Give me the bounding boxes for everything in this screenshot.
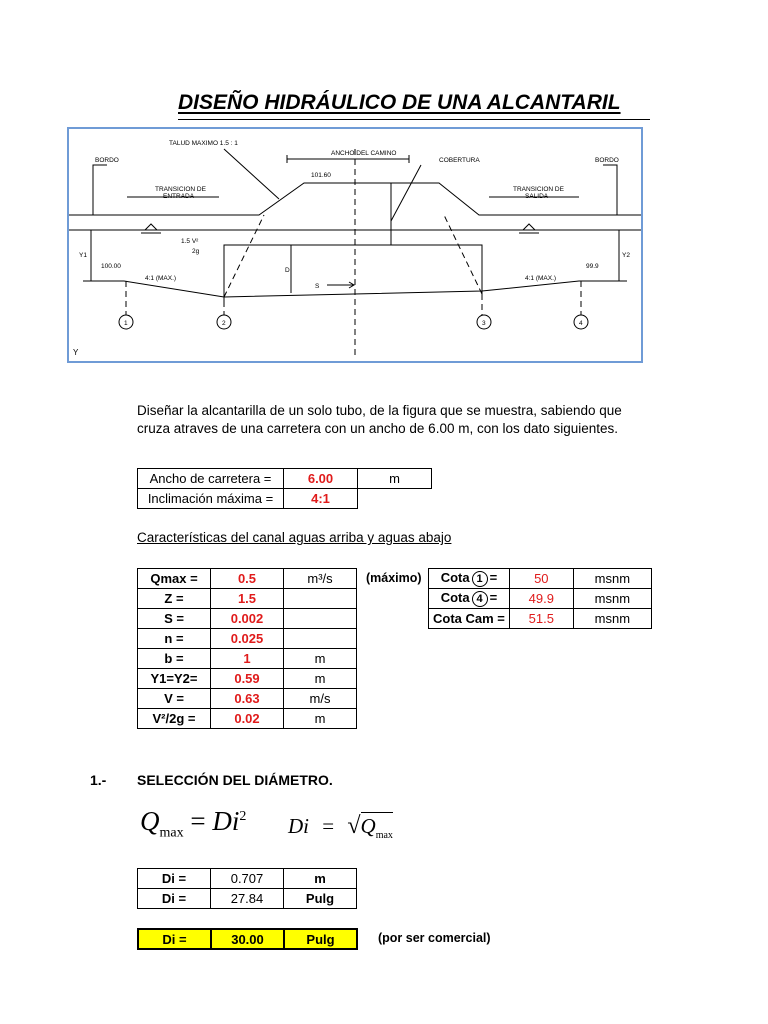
channel-label: n = (138, 629, 211, 649)
point-3-label: 3 (482, 320, 486, 327)
section-number: 1.- (90, 772, 107, 788)
channel-unit (284, 609, 357, 629)
bordo-left-label: BORDO (95, 157, 119, 164)
page-title: DISEÑO HIDRÁULICO DE UNA ALCANTARIL (178, 91, 621, 114)
road-value: 4:1 (284, 489, 358, 509)
cota-value: 49.9 (509, 589, 573, 609)
cota-label-text: Cota Cam = (433, 611, 505, 626)
y2-label: Y2 (622, 252, 630, 259)
cota-label-eq: = (489, 590, 498, 606)
slope-right-label: 4:1 (MAX.) (525, 275, 557, 282)
channel-unit (284, 589, 357, 609)
point-1-label: 1 (124, 320, 128, 327)
formula2-q: Q (360, 814, 376, 838)
channel-value: 1.5 (211, 589, 284, 609)
road-value: 6.00 (284, 469, 358, 489)
bordo-right-leader (603, 165, 617, 215)
road-table (137, 468, 432, 509)
formula2-di: Di (288, 814, 309, 838)
channel-value: 1 (211, 649, 284, 669)
culvert-barrel (224, 245, 482, 301)
table-row (429, 569, 652, 589)
bordo-left-leader (93, 165, 107, 215)
point-4-label: 4 (579, 320, 583, 327)
channel-unit: m/s (284, 689, 357, 709)
cota-table (428, 568, 652, 629)
road-label: Inclimación máxima = (138, 489, 284, 509)
di-value: 27.84 (211, 889, 284, 909)
channel-label: Z = (138, 589, 211, 609)
point-4-circle: 4 (472, 591, 488, 607)
cota-unit: msnm (573, 589, 651, 609)
table-row (138, 489, 432, 509)
trans-entrada-label-2: ENTRADA (163, 193, 195, 200)
table-row (138, 929, 357, 949)
point-2-label: 2 (222, 320, 226, 327)
channel-value: 0.002 (211, 609, 284, 629)
table-row (138, 689, 357, 709)
s-label: S (315, 283, 320, 290)
sqrt-radicand (361, 812, 393, 841)
trans-salida-label-2: SALIDA (525, 193, 549, 200)
cota-value: 51.5 (509, 609, 573, 629)
culvert-drawing (69, 129, 641, 361)
problem-statement (137, 402, 657, 438)
channel-value: 0.59 (211, 669, 284, 689)
table-row (138, 569, 357, 589)
slope-dashed-left (224, 215, 264, 297)
channel-value: 0.5 (211, 569, 284, 589)
channel-unit: m³/s (284, 569, 357, 589)
cota-label (429, 569, 510, 589)
title-rule (178, 119, 650, 120)
table-row (138, 669, 357, 689)
formula2-q-sub: max (375, 830, 393, 842)
formula-q-sub: max (159, 825, 184, 841)
channel-label: V²/2g = (138, 709, 211, 729)
table-row (429, 609, 652, 629)
table-row (429, 589, 652, 609)
bordo-right-label: BORDO (595, 157, 619, 164)
table-row (138, 649, 357, 669)
table-row (138, 629, 357, 649)
point-1-circle: 1 (472, 571, 488, 587)
formula-di-sup: 2 (239, 809, 247, 824)
channel-table (137, 568, 357, 729)
cota-table-clip (428, 568, 652, 632)
table-row (138, 889, 357, 909)
channel-label: Qmax = (138, 569, 211, 589)
cota-label-text: Cota (440, 570, 470, 586)
maximo-note: (máximo) (366, 571, 422, 585)
channel-label: b = (138, 649, 211, 669)
di-unit: Pulg (284, 889, 357, 909)
cota-unit: msnm (573, 569, 651, 589)
y-axis-label: Y (73, 348, 79, 357)
channel-unit: m (284, 649, 357, 669)
cobertura-label: COBERTURA (439, 157, 480, 164)
trans-entrada-label-1: TRANSICION DE (155, 186, 206, 193)
d-label: D (285, 267, 290, 274)
di-commercial-unit: Pulg (284, 929, 357, 949)
cota-label-text: Cota (440, 590, 470, 606)
formula2-eq: = (322, 814, 335, 838)
formula-eq: = (190, 806, 206, 836)
sqrt-symbol-icon: √ (347, 813, 361, 839)
cota-label-eq: = (489, 570, 498, 586)
channel-unit: m (284, 669, 357, 689)
channel-unit: m (284, 709, 357, 729)
elev-top-label: 101.60 (311, 172, 331, 179)
channel-value: 0.02 (211, 709, 284, 729)
table-row (138, 709, 357, 729)
road-label: Ancho de carretera = (138, 469, 284, 489)
section-title: SELECCIÓN DEL DIÁMETRO. (137, 772, 333, 788)
channel-unit (284, 629, 357, 649)
channel-label: S = (138, 609, 211, 629)
channel-heading: Características del canal aguas arriba y aguas abajo (137, 530, 452, 545)
di-commercial-label: Di = (138, 929, 211, 949)
ancho-camino-label: ANCHO DEL CAMINO (331, 150, 397, 157)
y1-label: Y1 (79, 252, 87, 259)
formula-qmax (140, 806, 246, 841)
di-value: 0.707 (211, 869, 284, 889)
channel-label: Y1=Y2= (138, 669, 211, 689)
trans-salida-label-1: TRANSICION DE (513, 186, 564, 193)
table-row (138, 869, 357, 889)
di-unit: m (284, 869, 357, 889)
vel-head-label-2: 2g (192, 248, 200, 255)
formula-di-sqrt (288, 812, 393, 841)
di-commercial-value: 30.00 (211, 929, 284, 949)
talud-leader (224, 149, 279, 199)
channel-label: V = (138, 689, 211, 709)
road-unit: m (358, 469, 432, 489)
channel-value: 0.63 (211, 689, 284, 709)
road-unit (358, 489, 432, 509)
cota-label (429, 609, 510, 629)
culvert-diagram (67, 127, 643, 363)
elev-left-label: 100.00 (101, 263, 121, 270)
table-row (138, 469, 432, 489)
formula-q: Q (140, 806, 160, 836)
slope-dashed-right (444, 215, 482, 294)
di-commercial-table (137, 928, 358, 950)
cover-leader (391, 165, 421, 221)
cota-value: 50 (509, 569, 573, 589)
di-label: Di = (138, 869, 211, 889)
cota-unit: msnm (573, 609, 651, 629)
di-label: Di = (138, 889, 211, 909)
di-table (137, 868, 357, 909)
channel-value: 0.025 (211, 629, 284, 649)
table-row (138, 589, 357, 609)
problem-line-2: cruza atraves de una carretera con un ancho de 6.00 m, con los dato siguientes. (137, 421, 619, 436)
slope-left-label: 4:1 (MAX.) (145, 275, 177, 282)
vel-head-label-1: 1.5 V² (181, 238, 199, 245)
cota-label (429, 589, 510, 609)
table-row (138, 609, 357, 629)
commercial-note: (por ser comercial) (378, 931, 491, 945)
formula-di: Di (212, 806, 240, 836)
problem-line-1: Diseñar la alcantarilla de un solo tubo, de la figura que se muestra, sabiendo que (137, 403, 622, 418)
elev-right-label: 99.9 (586, 263, 599, 270)
talud-label: TALUD MAXIMO 1.5 : 1 (169, 140, 238, 147)
